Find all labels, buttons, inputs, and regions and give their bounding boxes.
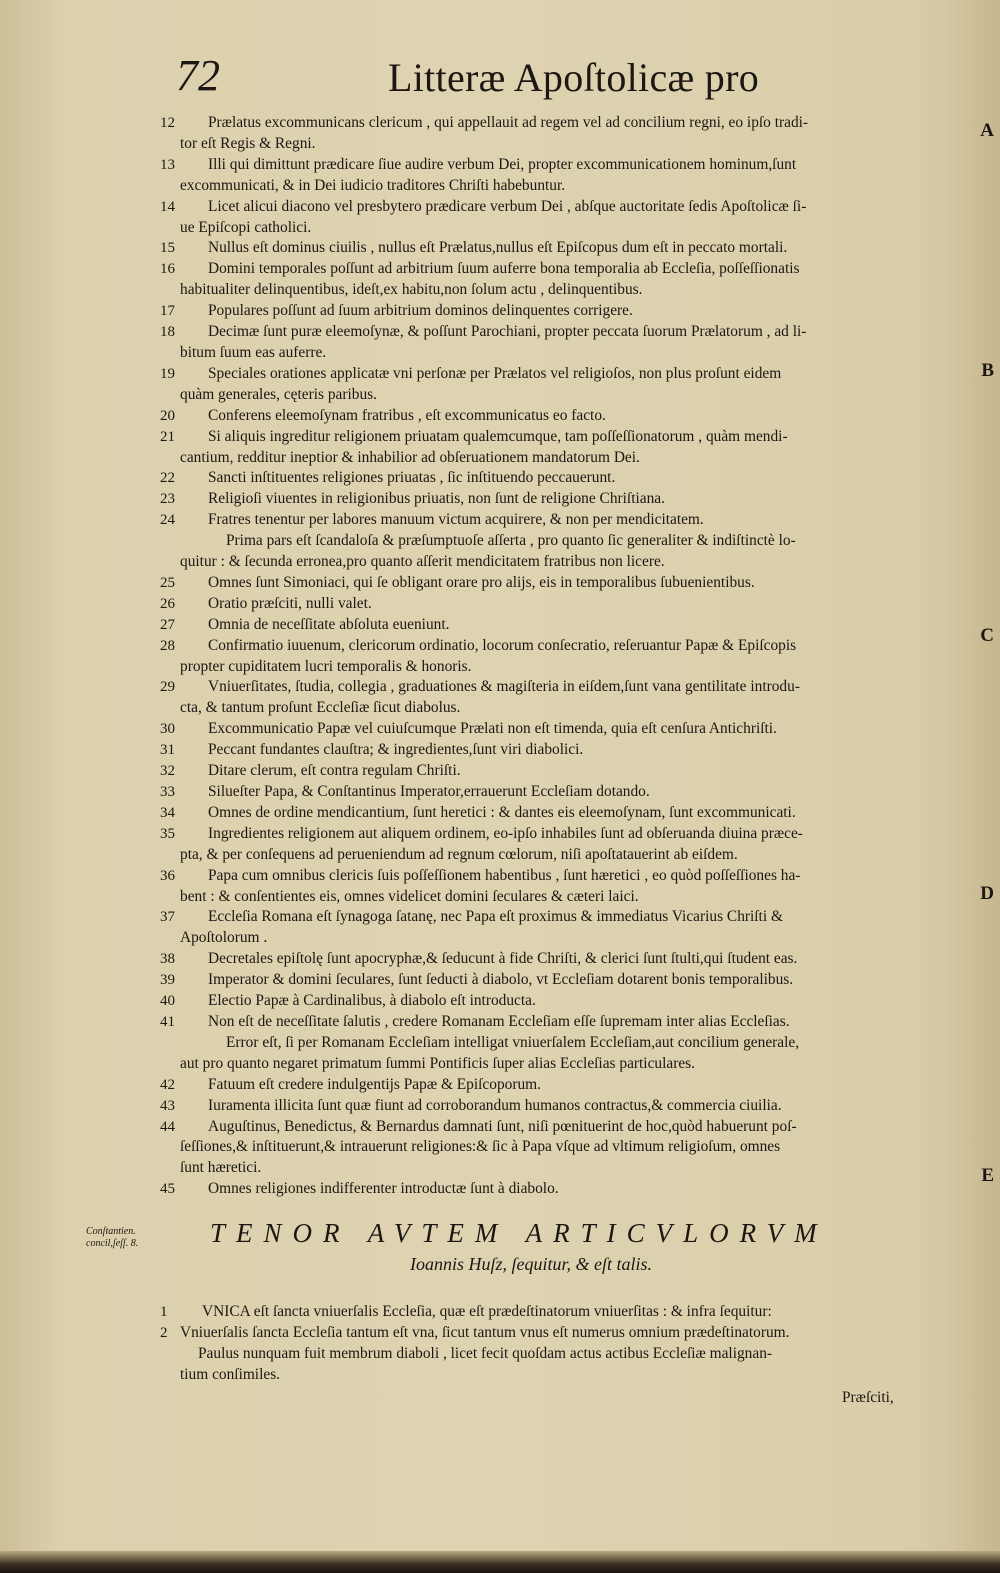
article-line: ſeſſiones,& inſtituerunt,& intrauerunt religiones:& ſic à Papa vſque ad vltimum religioſum, omnes [180, 1138, 781, 1156]
marginal-note [86, 1226, 138, 1250]
margin-letter-c: C [980, 625, 994, 646]
article-number: 45 [160, 1181, 175, 1198]
article-40 [160, 991, 940, 1012]
article-line: Speciales orationes applicatæ vni perſonæ per Prælatos vel religioſos, non plus proſunt eidem [208, 364, 782, 382]
page-number: 72 [176, 51, 220, 100]
section-subtitle: Ioannis Huſz, ſequitur, & eſt talis. [410, 1254, 653, 1274]
article-30 [160, 719, 940, 740]
marginal-note-line: concil,ſeſſ. 8. [86, 1238, 139, 1249]
article-number: 43 [160, 1097, 175, 1114]
article-line: Oratio præſciti, nulli valet. [208, 594, 372, 612]
article-number: 27 [160, 616, 175, 633]
article-18 [160, 322, 940, 364]
article-43 [160, 1096, 940, 1117]
article-line: habitualiter delinquentibus, ideſt,ex habitu,non ſolum actu , delinquentibus. [180, 281, 643, 299]
article-26 [160, 594, 940, 615]
article-line: Imperator & domini ſeculares, ſunt ſeducti à diabolo, vt Eccleſiam dotarent bonis temporalibus. [208, 971, 794, 989]
marginal-note-line: Conſtantien. [86, 1226, 136, 1237]
article-line: Ditare clerum, eſt contra regulam Chriſti. [208, 762, 461, 780]
page-edge-shadow [0, 1551, 1000, 1573]
article-commentary-line: quitur : & ſecunda erronea,pro quanto aſſerit mendicitatem fratribus non licere. [180, 553, 665, 571]
article-number: 31 [160, 742, 175, 759]
article-number: 30 [160, 721, 175, 738]
article-line: Apoſtolorum . [180, 929, 268, 947]
article-number: 39 [160, 972, 175, 989]
article-number: 26 [160, 595, 175, 612]
article-number: 24 [160, 512, 175, 529]
article-line: Omnes religiones indifferenter introductæ ſunt à diabolo. [208, 1180, 559, 1198]
article-32 [160, 761, 940, 782]
article-commentary-line: aut pro quanto negaret primatum ſummi Pontificis ſuper alias Eccleſias particulares. [180, 1054, 696, 1072]
hus-article [160, 1302, 940, 1323]
article-line: Omnia de neceſſitate abſoluta eueniunt. [208, 615, 450, 633]
article-line: Peccant fundantes clauſtra; & ingredientes,ſunt viri diabolici. [208, 741, 584, 759]
article-number: 44 [160, 1118, 175, 1135]
article-22 [160, 468, 940, 489]
article-number: 15 [160, 240, 175, 257]
article-14 [160, 197, 940, 239]
article-number: 28 [160, 637, 175, 654]
margin-letter-d: D [980, 883, 994, 904]
article-line: Omnes de ordine mendicantium, ſunt heretici : & dantes eis eleemoſynam, ſunt excommunicati. [208, 803, 796, 821]
article-line: Non eſt de neceſſitate ſalutis , credere Romanam Eccleſiam eſſe ſupremam inter alias Eccleſias. [208, 1012, 790, 1030]
article-line: Domini temporales poſſunt ad arbitrium ſuum auferre bona temporalia ab Eccleſia, poſſeſſionatis [208, 260, 800, 278]
margin-letter-e: E [981, 1165, 994, 1186]
article-20 [160, 406, 940, 427]
article-24 [160, 510, 940, 573]
article-number: 23 [160, 491, 175, 508]
article-line: bent : & conſentientes eis, omnes videlicet domini ſeculares & cæteri laici. [180, 887, 639, 905]
article-line: Fatuum eſt credere indulgentijs Papæ & Epiſcoporum. [208, 1075, 541, 1093]
article-42 [160, 1075, 940, 1096]
article-line: Religioſi viuentes in religionibus priuatis, non ſunt de religione Chriſtiana. [208, 490, 665, 508]
article-line: quàm generales, cęteris paribus. [180, 385, 378, 403]
article-line: excommunicati, & in Dei iudicio traditores Chriſti habebuntur. [180, 176, 566, 194]
article-line: Decretales epiſtolę ſunt apocryphæ,& ſeducunt à fide Chriſti, & clerici ſunt ſtulti,qui ſtudent eas. [208, 950, 798, 968]
article-number: 12 [160, 115, 175, 131]
article-number: 22 [160, 470, 175, 487]
article-number: 13 [160, 156, 175, 173]
article-37 [160, 907, 940, 949]
article-12 [160, 113, 940, 155]
article-number: 32 [160, 763, 175, 780]
article-25 [160, 573, 940, 594]
article-44 [160, 1117, 940, 1180]
section-title: TENOR AVTEM ARTICVLORVM [210, 1218, 828, 1248]
article-line: Illi qui dimittunt prædicare ſiue audire verbum Dei, propter excommunicationem hominum,ſunt [208, 155, 797, 173]
article-commentary-line: Error eſt, ſi per Romanam Eccleſiam intelligat vniuerſalem Eccleſiam,aut concilium generale, [226, 1033, 800, 1051]
article-number: 35 [160, 825, 175, 842]
article-34 [160, 803, 940, 824]
article-line: Vniuerſalis ſancta Eccleſia tantum eſt vna, ſicut tantum vnus eſt numerus omnium prædeſtinatorum. [180, 1323, 790, 1341]
article-45 [160, 1179, 940, 1200]
article-line: VNICA eſt ſancta vniuerſalis Eccleſia, quæ eſt prædeſtinatorum vniuerſitas : & infra ſequitur: [202, 1303, 772, 1320]
article-line: tor eſt Regis & Regni. [180, 134, 316, 152]
article-33 [160, 782, 940, 803]
article-list [160, 113, 940, 1200]
article-number: 21 [160, 428, 175, 445]
article-41 [160, 1012, 940, 1075]
article-commentary-line: Prima pars eſt ſcandaloſa & præſumptuoſe aſſerta , pro quanto ſic generaliter & indiſtinctè lo- [226, 532, 796, 550]
article-line: Fratres tenentur per labores manuum victum acquirere, & non per mendicitatem. [208, 511, 704, 529]
article-number: 29 [160, 679, 175, 696]
article-36 [160, 866, 940, 908]
article-line: tium conſimiles. [180, 1365, 281, 1383]
article-line: Decimæ ſunt puræ eleemoſynæ, & poſſunt Parochiani, propter peccata ſuorum Prælatorum , ad li- [208, 323, 807, 341]
article-15 [160, 238, 940, 259]
article-line: Confirmatio iuuenum, clericorum ordinatio, locorum conſecratio, reſeruantur Papæ & Epiſcopis [208, 636, 797, 654]
article-line: propter cupiditatem lucri temporalis & honoris. [180, 657, 472, 675]
article-31 [160, 740, 940, 761]
article-number: 20 [160, 407, 175, 424]
article-line: Silueſter Papa, & Conſtantinus Imperator,errauerunt Eccleſiam dotando. [208, 783, 650, 800]
article-13 [160, 155, 940, 197]
article-number: 18 [160, 324, 175, 341]
article-line: ue Epiſcopi catholici. [180, 218, 312, 236]
article-19 [160, 364, 940, 406]
hus-articles [160, 1302, 940, 1386]
margin-letter-a: A [980, 120, 994, 141]
article-number: 19 [160, 365, 175, 382]
article-line: Paulus nunquam fuit membrum diaboli , licet fecit quoſdam actus actibus Eccleſiæ malignan- [198, 1344, 773, 1362]
article-21 [160, 427, 940, 469]
article-line: pta, & per conſequens ad perueniendum ad regnum cœlorum, niſi apoſtatauerint ab eiſdem. [180, 845, 738, 863]
running-title: Litteræ Apoſtolicæ pro [388, 55, 760, 100]
margin-letter-b: B [981, 360, 994, 381]
article-35 [160, 824, 940, 866]
article-line: Eccleſia Romana eſt ſynagoga ſatanę, nec Papa eſt proximus & immediatus Vicarius Chriſti & [208, 908, 783, 926]
article-line: Licet alicui diacono vel presbytero prædicare verbum Dei , abſque auctoritate ſedis Apoſtolicæ ſi- [208, 197, 807, 215]
article-line: Auguſtinus, Benedictus, & Bernardus damnati ſunt, niſi pœnituerint de hoc,quòd habuerunt poſ- [208, 1117, 797, 1135]
hus-article [160, 1323, 940, 1386]
article-16 [160, 259, 940, 301]
article-line: Iuramenta illicita ſunt quæ fiunt ad corroborandum humanos contractus,& commercia ciuilia. [208, 1096, 782, 1114]
article-line: Prælatus excommunicans clericum , qui appellauit ad regem vel ad concilium regni, eo ipſo tradi- [208, 114, 809, 131]
article-number: 17 [160, 303, 175, 320]
article-line: cantium, redditur ineptior & inhabilior ad obſeruationem mandatorum Dei. [180, 448, 640, 466]
article-number: 1 [160, 1304, 168, 1320]
article-number: 2 [160, 1324, 168, 1341]
article-line: ſunt hæretici. [180, 1159, 262, 1177]
article-number: 25 [160, 574, 175, 591]
article-27 [160, 615, 940, 636]
page-header [176, 50, 816, 110]
article-line: Omnes ſunt Simoniaci, qui ſe obligant orare pro alijs, eis in temporalibus ſubuenientibus. [208, 573, 755, 591]
article-number: 36 [160, 867, 175, 884]
article-line: Populares poſſunt ad ſuum arbitrium dominos delinquentes corrigere. [208, 302, 633, 320]
article-number: 14 [160, 198, 175, 215]
article-number: 33 [160, 784, 175, 800]
article-line: Nullus eſt dominus ciuilis , nullus eſt Prælatus,nullus eſt Epiſcopus dum eſt in peccato mortali. [208, 239, 788, 257]
article-number: 37 [160, 909, 175, 926]
article-23 [160, 489, 940, 510]
article-number: 41 [160, 1013, 175, 1030]
article-line: Sancti inſtituentes religiones priuatas , ſic inſtituendo peccauerunt. [208, 469, 616, 487]
article-line: Excommunicatio Papæ vel cuiuſcumque Prælati non eſt timenda, quia eſt cenſura Antichriſti. [208, 720, 777, 738]
article-number: 34 [160, 804, 175, 821]
article-line: bitum ſuum eas auferre. [180, 343, 327, 361]
article-39 [160, 970, 940, 991]
article-line: Electio Papæ à Cardinalibus, à diabolo eſt introducta. [208, 992, 536, 1010]
article-number: 42 [160, 1076, 175, 1093]
article-17 [160, 301, 940, 322]
article-number: 16 [160, 261, 175, 278]
article-line: Papa cum omnibus clericis ſuis poſſeſſionem habentibus , ſunt hæretici , eo quòd poſſeſſiones ha- [208, 866, 801, 884]
article-line: Ingredientes religionem aut aliquem ordinem, eo-ipſo inhabiles ſunt ad obſeruanda diuina præce- [208, 824, 803, 842]
article-line: cta, & tantum proſunt Eccleſiæ ſicut diabolus. [180, 699, 461, 717]
article-line: Vniuerſitates, ſtudia, collegia , graduationes & magiſteria in eiſdem,ſunt vana gentilitate introdu- [208, 678, 800, 696]
article-line: Conferens eleemoſynam fratribus , eſt excommunicatus eo facto. [208, 406, 606, 424]
article-number: 40 [160, 993, 175, 1010]
catchword: Præſciti, [842, 1389, 894, 1406]
article-38 [160, 949, 940, 970]
article-29 [160, 677, 940, 719]
article-line: Si aliquis ingreditur religionem priuatam qualemcumque, tam poſſeſſionatorum , quàm mendi- [208, 427, 788, 445]
article-number: 38 [160, 951, 175, 968]
article-28 [160, 636, 940, 678]
